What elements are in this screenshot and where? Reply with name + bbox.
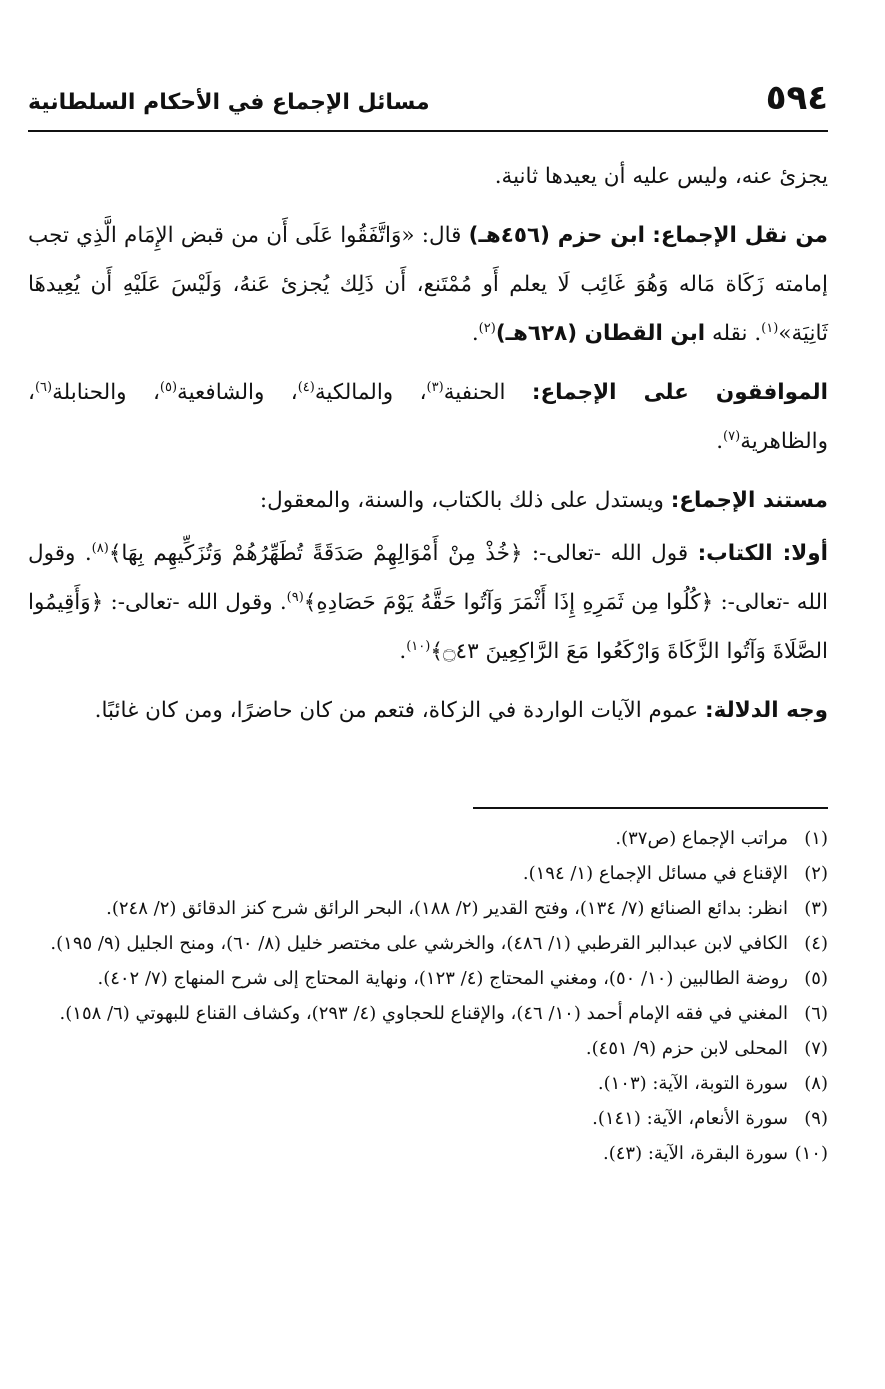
footnote-text: المحلى لابن حزم (٩/ ٤٥١). (585, 1038, 788, 1059)
footnote-ref[interactable]: (٢) (478, 320, 496, 336)
footnote-text: الإقناع في مسائل الإجماع (١/ ١٩٤). (522, 863, 788, 884)
footnote-text: الكافي لابن عبدالبر القرطبي (١/ ٤٨٦)، والخرشي على مختصر خليل (٨/ ٦٠)، ومنح الجليل (٩/ ١٩٥). (50, 933, 788, 954)
footnote-item (28, 962, 828, 997)
section-label: من نقل الإجماع: (652, 223, 828, 248)
footnote-number: (٦) (804, 1003, 828, 1024)
footnote-number: (٤) (804, 933, 828, 954)
page-header (28, 78, 828, 136)
footnote-divider (473, 807, 828, 809)
footnote-ref[interactable]: (٣) (426, 379, 444, 395)
quran-verse: ﴿كُلُوا مِن ثَمَرِهِ إِذَا أَثْمَرَ وَآتُوا حَقَّهُ يَوْمَ حَصَادِهِ﴾ (303, 590, 714, 615)
footnote-ref[interactable]: (٦) (34, 379, 53, 395)
paragraph-continuation (28, 152, 828, 201)
footnote-number: (١٠) (794, 1143, 828, 1164)
paragraph-text: يجزئ عنه، وليس عليه أن يعيدها ثانية. (494, 164, 828, 189)
footnote-item (28, 1067, 828, 1102)
inline-text: . وقول الله -تعالى-: (28, 541, 828, 615)
footnote-ref[interactable]: (٧) (723, 428, 741, 444)
inline-text: ، والمالكية (314, 380, 427, 405)
inline-text: . (716, 429, 724, 454)
paragraph-ijma-transmission (28, 211, 828, 358)
section-label: مستند الإجماع: (670, 488, 828, 513)
footnote-item (28, 927, 828, 962)
section-label: الموافقون على الإجماع: (531, 380, 828, 405)
footnote-number: (٣) (804, 898, 828, 919)
footnotes (28, 822, 828, 1172)
inline-text: الحنفية (443, 380, 532, 405)
paragraph-agreeing-schools (28, 368, 828, 466)
footnote-number: (٢) (804, 863, 828, 884)
inline-text: قول الله -تعالى-: (522, 541, 698, 566)
footnote-text: المغني في فقه الإمام أحمد (١٠/ ٤٦)، والإقناع للحجاوي (٤/ ٢٩٣)، وكشاف القناع للبهوتي (٦/ ١٥٨). (59, 1003, 788, 1024)
footnote-text: انظر: بدائع الصنائع (٧/ ١٣٤)، وفتح القدير (٢/ ١٨٨)، البحر الرائق شرح كنز الدقائق (٢/ ٢٤٨). (106, 898, 788, 919)
footnote-ref[interactable]: (٨) (91, 540, 109, 556)
inline-text: ، والحنابلة (52, 380, 160, 405)
quran-verse: ﴿وَأَقِيمُوا الصَّلَاةَ وَآتُوا الزَّكَاةَ وَارْكَعُوا مَعَ الرَّاكِعِينَ ۝٤٣﴾ (28, 590, 828, 664)
inline-text: عموم الآيات الواردة في الزكاة، فتعم من كان حاضرًا، ومن كان غائبًا. (94, 698, 706, 723)
footnote-number: (٧) (804, 1038, 828, 1059)
inline-text: . وقول الله -تعالى-: (103, 590, 287, 615)
inline-text: قال: (414, 223, 469, 248)
footnote-text: سورة التوبة، الآية: (١٠٣). (597, 1073, 788, 1094)
inline-text: ، والشافعية (177, 380, 298, 405)
footnote-number: (٨) (804, 1073, 828, 1094)
footnote-text: روضة الطالبين (١٠/ ٥٠)، ومغني المحتاج (٤/ ١٢٣)، ونهاية المحتاج إلى شرح المنهاج (٧/ ٤٠٢). (97, 968, 788, 989)
footnote-ref[interactable]: (٥) (159, 379, 178, 395)
page-number: ٥٩٤ (765, 78, 828, 118)
scholar-name: ابن حزم (٤٥٦هـ) (468, 223, 646, 248)
footnote-number: (٥) (804, 968, 828, 989)
section-label: وجه الدلالة: (705, 698, 828, 723)
footnote-ref[interactable]: (٤) (297, 379, 315, 395)
footnote-ref[interactable]: (١) (761, 320, 779, 336)
footnote-text: مراتب الإجماع (ص٣٧). (615, 828, 788, 849)
footnote-text: سورة الأنعام، الآية: (١٤١). (592, 1108, 788, 1129)
header-divider (28, 130, 828, 132)
footnote-item (28, 997, 828, 1032)
section-label: أولا: الكتاب: (697, 541, 828, 566)
footnote-item (28, 822, 828, 857)
scholar-name: ابن القطان (٦٢٨هـ) (495, 321, 706, 346)
footnote-item (28, 857, 828, 892)
footnote-item (28, 1032, 828, 1067)
inline-text: . (471, 321, 479, 346)
inline-text: . نقله (705, 321, 762, 346)
main-text (28, 152, 828, 745)
running-title: مسائل الإجماع في الأحكام السلطانية (28, 90, 430, 115)
paragraph-basis (28, 476, 828, 525)
inline-text: ويستدل على ذلك بالكتاب، والسنة، والمعقول: (259, 488, 671, 513)
inline-text: ، والظاهرية (28, 380, 828, 454)
footnote-number: (٩) (804, 1108, 828, 1129)
quran-verse: ﴿خُذْ مِنْ أَمْوَالِهِمْ صَدَقَةً تُطَهِّرُهُمْ وَتُزَكِّيهِم بِهَا﴾ (108, 541, 523, 566)
paragraph-quran-evidence (28, 529, 828, 676)
footnote-number: (١) (804, 828, 828, 849)
quotation: «وَاتَّفَقُوا عَلَى أَن من قبض الإِمَام الَّذِي تجب إمامته زَكَاة مَاله وَهُوَ غَائِب لَا يعلم أَو مُمْتَنع، أَن ذَلِك يُجزئ عَنهُ، وَلَيْسَ عَلَيْهِ أَن يُعِيدهَا ثَانِيَة» (28, 223, 828, 346)
footnote-ref[interactable]: (٩) (286, 589, 304, 605)
footnote-text: سورة البقرة، الآية: (٤٣). (603, 1143, 788, 1164)
paragraph-indication (28, 686, 828, 735)
footnote-item (28, 892, 828, 927)
footnote-item (28, 1137, 828, 1172)
footnote-ref[interactable]: (١٠) (406, 638, 431, 654)
inline-text: . (399, 639, 407, 664)
footnote-item (28, 1102, 828, 1137)
